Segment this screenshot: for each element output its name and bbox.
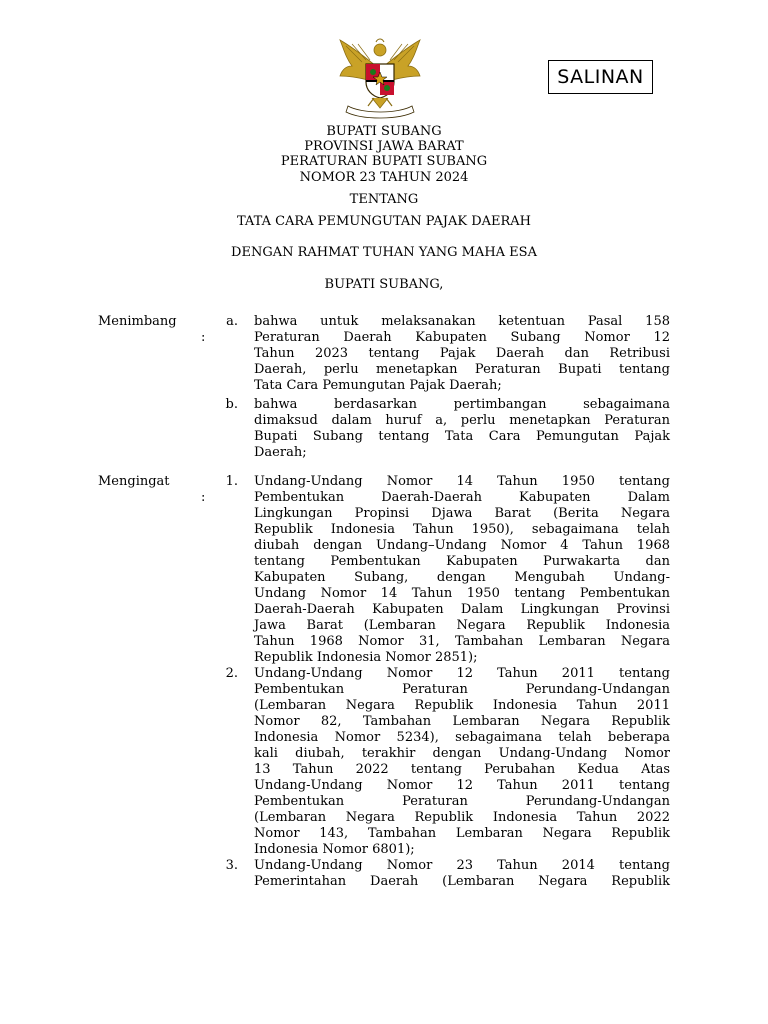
menimbang-item-marker: b. — [225, 397, 238, 412]
menimbang-colon: : — [201, 330, 206, 345]
tentang-heading: TENTANG — [349, 192, 419, 207]
mengingat-item-marker: 3. — [225, 858, 238, 873]
mengingat-item-marker: 1. — [225, 474, 238, 489]
menimbang-item-marker: a. — [226, 314, 238, 329]
menimbang-item-a: bahwa untuk melaksanakan ketentuan Pasal 158 Peraturan Daerah Kabupaten Subang Nomor 12 Tahun 2023 tentang Pajak Daerah dan Retribusi Daerah, perlu menetapkan Peraturan Bupati tentang Tata Cara Pemungutan Pajak Daerah; — [254, 314, 670, 393]
mengingat-item-3: Undang-Undang Nomor 23 Tahun 2014 tentang Pemerintahan Daerah (Lembaran Negara Republik — [254, 858, 670, 889]
menimbang-item-b: bahwa berdasarkan pertimbangan sebagaimana dimaksud dalam huruf a, perlu menetapkan Peraturan Bupati Subang tentang Tata Cara Pemungutan Pajak Daerah; — [254, 397, 670, 460]
salinan-stamp: SALINAN — [548, 60, 653, 94]
header-regulation-number: NOMOR 23 TAHUN 2024 — [299, 170, 469, 185]
mengingat-item-marker: 2. — [225, 666, 238, 681]
garuda-pancasila-emblem-icon — [332, 36, 428, 120]
header-regent-title: BUPATI SUBANG — [326, 124, 442, 139]
mengingat-item-2: Undang-Undang Nomor 12 Tahun 2011 tentang Pembentukan Peraturan Perundang-Undangan (Lembaran Negara Republik Indonesia Tahun 2011 Nomor 82, Tambahan Lembaran Negara Republik Indonesia Nomor 5234), sebagaimana telah beberapa kali diubah, terakhir dengan Undang-Undang Nomor 13 Tahun 2022 tentang Perubahan Kedua Atas Undang-Undang Nomor 12 Tahun 2011 tentang Pembentukan Peraturan Perundang-Undangan (Lembaran Negara Republik Indonesia Tahun 2022 Nomor 143, Tambahan Lembaran Negara Republik Indonesia Nomor 6801); — [254, 666, 670, 857]
header-province: PROVINSI JAWA BARAT — [304, 139, 464, 154]
regulation-subject: TATA CARA PEMUNGUTAN PAJAK DAERAH — [236, 214, 532, 229]
menimbang-label: Menimbang — [98, 314, 177, 329]
mengingat-colon: : — [201, 490, 206, 505]
mengingat-label: Mengingat — [98, 474, 170, 489]
regent-name-line: BUPATI SUBANG, — [324, 277, 444, 292]
header-regulation-title: PERATURAN BUPATI SUBANG — [280, 154, 488, 169]
mengingat-item-1: Undang-Undang Nomor 14 Tahun 1950 tentang Pembentukan Daerah-Daerah Kabupaten Dalam Lingkungan Propinsi Djawa Barat (Berita Negara Republik Indonesia Tahun 1950), sebagaimana telah diubah dengan Undang–Undang Nomor 4 Tahun 1968 tentang Pembentukan Kabupaten Purwakarta dan Kabupaten Subang, dengan Mengubah Undang- Undang Nomor 14 Tahun 1950 tentang Pembentukan Daerah-Daerah Kabupaten Dalam Lingkungan Provinsi Jawa Barat (Lembaran Negara Republik Indonesia Tahun 1968 Nomor 31, Tambahan Lembaran Negara Republik Indonesia Nomor 2851); — [254, 474, 670, 665]
preamble-line: DENGAN RAHMAT TUHAN YANG MAHA ESA — [231, 245, 537, 260]
